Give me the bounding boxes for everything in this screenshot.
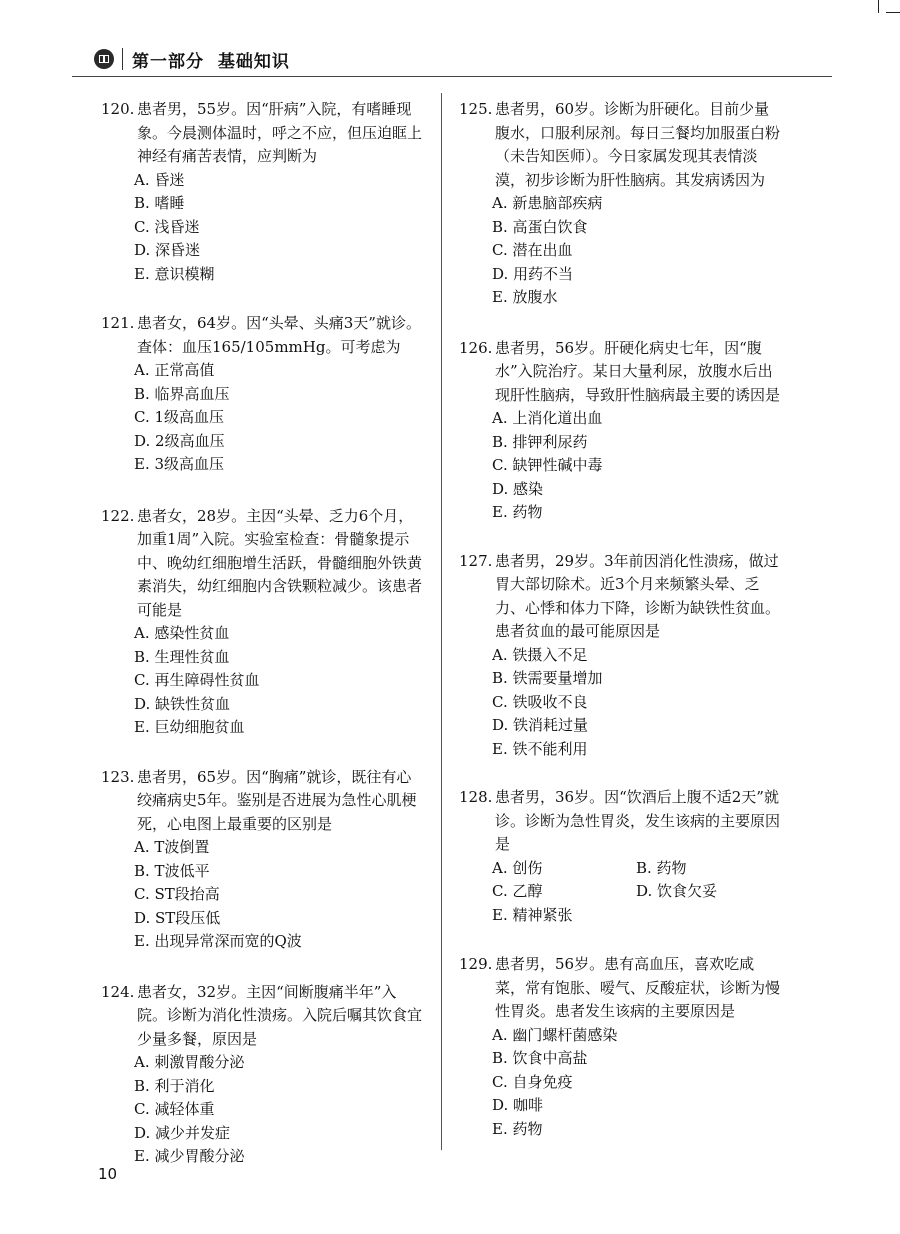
answer-option: D. 饮食欠妥 bbox=[636, 882, 718, 900]
section-title: 第一部分 基础知识 bbox=[132, 52, 290, 72]
answer-option: B. T波低平 bbox=[134, 861, 210, 880]
answer-option: D. 缺铁性贫血 bbox=[134, 694, 231, 713]
answer-option: C. 铁吸收不良 bbox=[492, 692, 588, 711]
question-text: 患者男，65岁。因“胸痛”就诊，既往有心绞痛病史5年。鉴别是否进展为急性心肌梗死，心电图上最重要的区别是 bbox=[137, 767, 417, 833]
answer-option: D. 铁消耗过量 bbox=[492, 716, 589, 734]
question-number: 124. bbox=[101, 982, 135, 1001]
question-text: 患者女，32岁。主因“间断腹痛半年”入院。诊断为消化性溃疡。入院后嘱其饮食宜少量多餐，原因是 bbox=[137, 982, 423, 1048]
question-text: 患者男，29岁。3年前因消化性溃疡，做过胃大部切除术。近3个月来频繁头晕、乏力、心悸和体力下降，诊断为缺铁性贫血。患者贫血的最可能原因是 bbox=[495, 551, 781, 640]
answer-option: B. 利于消化 bbox=[134, 1076, 215, 1095]
answer-option: E. 药物 bbox=[492, 1119, 543, 1138]
option-list bbox=[134, 622, 423, 740]
question-stem bbox=[101, 505, 423, 623]
question-block bbox=[459, 98, 781, 310]
page-number: 10 bbox=[98, 1165, 118, 1183]
answer-option: A. 感染性贫血 bbox=[134, 624, 230, 642]
question-number: 121. bbox=[101, 314, 135, 332]
answer-option: E. 铁不能利用 bbox=[492, 739, 588, 758]
question-text: 患者男，60岁。诊断为肝硬化。目前少量腹水，口服利尿剂。每日三餐均加服蛋白粉（未告知医师）。今日家属发现其表情淡漠，初步诊断为肝性脑病。其发病诱因为 bbox=[495, 100, 781, 189]
answer-option: C. ST段抬高 bbox=[134, 885, 220, 903]
answer-option: A. T波倒置 bbox=[134, 838, 210, 856]
answer-option: D. 深昏迷 bbox=[134, 241, 201, 259]
answer-option: A. 新患脑部疾病 bbox=[492, 194, 603, 212]
answer-option: D. 感染 bbox=[492, 479, 544, 498]
question-block bbox=[459, 337, 781, 525]
question-text: 患者男，36岁。因“饮酒后上腹不适2天”就诊。诊断为急性胃炎，发生该病的主要原因是 bbox=[495, 788, 781, 853]
option-list bbox=[492, 857, 781, 928]
question-text: 患者女，28岁。主因“头晕、乏力6个月，加重1周”入院。实验室检查：骨髓象提示中、晚幼红细胞增生活跃，骨髓细胞外铁黄素消失，幼红细胞内含铁颗粒减少。该患者可能是 bbox=[137, 506, 423, 619]
header-rule bbox=[72, 76, 832, 77]
option-list bbox=[134, 1051, 423, 1169]
question-number: 123. bbox=[101, 767, 135, 786]
answer-option: D. 减少并发症 bbox=[134, 1123, 231, 1142]
question-number: 120. bbox=[101, 100, 135, 118]
answer-option: A. 刺激胃酸分泌 bbox=[134, 1053, 245, 1071]
book-logo-icon bbox=[94, 49, 114, 69]
question-number: 122. bbox=[101, 506, 135, 525]
answer-option: D. 2级高血压 bbox=[134, 431, 225, 450]
answer-option: E. 减少胃酸分泌 bbox=[134, 1147, 245, 1165]
answer-option: D. ST段压低 bbox=[134, 908, 221, 927]
answer-option: E. 药物 bbox=[492, 503, 543, 521]
question-stem bbox=[459, 550, 781, 644]
answer-option: B. 临界高血压 bbox=[134, 384, 230, 403]
question-text: 患者男，56岁。肝硬化病史七年，因“腹水”入院治疗。某日大量利尿，放腹水后出现肝性脑病，导致肝性脑病最主要的诱因是 bbox=[495, 338, 781, 404]
question-stem bbox=[459, 98, 781, 192]
column-divider bbox=[441, 93, 442, 1150]
answer-option: E. 3级高血压 bbox=[134, 455, 225, 473]
running-header bbox=[72, 44, 872, 74]
answer-option: B. 生理性贫血 bbox=[134, 647, 230, 666]
answer-option: C. 潜在出血 bbox=[492, 241, 573, 259]
question-number: 128. bbox=[459, 788, 493, 806]
answer-option: B. 药物 bbox=[636, 858, 687, 877]
answer-option: C. 减轻体重 bbox=[134, 1100, 215, 1118]
question-block bbox=[101, 505, 423, 740]
question-block bbox=[459, 953, 781, 1141]
answer-option: A. 铁摄入不足 bbox=[492, 645, 588, 664]
answer-option: C. 再生障碍性贫血 bbox=[134, 671, 260, 689]
answer-option: A. 正常高值 bbox=[134, 361, 215, 379]
question-block bbox=[101, 981, 423, 1169]
question-stem bbox=[459, 953, 781, 1024]
option-list bbox=[492, 644, 781, 762]
question-stem bbox=[101, 766, 423, 837]
answer-option: C. 自身免疫 bbox=[492, 1072, 573, 1091]
answer-option: E. 出现异常深而宽的Q波 bbox=[134, 932, 302, 950]
question-block bbox=[101, 98, 423, 286]
answer-option: B. 嗜睡 bbox=[134, 194, 185, 212]
answer-option: C. 1级高血压 bbox=[134, 408, 225, 426]
question-stem bbox=[459, 786, 781, 857]
left-column bbox=[101, 98, 423, 1169]
option-list bbox=[492, 407, 781, 525]
answer-option: B. 饮食中高盐 bbox=[492, 1049, 588, 1067]
answer-option: A. 创伤 bbox=[492, 858, 543, 877]
option-list bbox=[492, 192, 781, 310]
answer-option: E. 放腹水 bbox=[492, 288, 558, 306]
question-text: 患者男，55岁。因“肝病”入院，有嗜睡现象。今晨测体温时，呼之不应，但压迫眶上神经有痛苦表情，应判断为 bbox=[137, 100, 423, 165]
question-block bbox=[101, 766, 423, 954]
header-separator bbox=[122, 48, 123, 70]
question-stem bbox=[101, 312, 423, 359]
answer-option: D. 用药不当 bbox=[492, 264, 574, 283]
option-list bbox=[134, 359, 423, 477]
answer-option: B. 排钾利尿药 bbox=[492, 432, 588, 451]
question-stem bbox=[101, 981, 423, 1052]
crop-mark-top-right-h bbox=[886, 12, 900, 13]
question-block bbox=[459, 786, 781, 927]
answer-option: D. 咖啡 bbox=[492, 1096, 544, 1114]
question-text: 患者男，56岁。患有高血压，喜欢吃咸菜，常有饱胀、嗳气、反酸症状，诊断为慢性胃炎。患者发生该病的主要原因是 bbox=[495, 955, 781, 1020]
right-column bbox=[459, 98, 781, 1141]
question-block bbox=[459, 550, 781, 762]
answer-option: B. 高蛋白饮食 bbox=[492, 217, 588, 236]
question-number: 125. bbox=[459, 100, 493, 118]
answer-option: E. 意识模糊 bbox=[134, 264, 215, 283]
option-list bbox=[134, 169, 423, 287]
answer-option: C. 浅昏迷 bbox=[134, 217, 200, 236]
question-number: 129. bbox=[459, 955, 493, 973]
answer-option: E. 精神紧张 bbox=[492, 905, 573, 924]
option-list bbox=[134, 836, 423, 954]
answer-option: C. 缺钾性碱中毒 bbox=[492, 456, 603, 474]
answer-option: B. 铁需要量增加 bbox=[492, 669, 603, 687]
question-number: 127. bbox=[459, 551, 493, 570]
question-text: 患者女，64岁。因“头晕、头痛3天”就诊。查体：血压165/105mmHg。可考虑为 bbox=[137, 314, 421, 356]
question-block bbox=[101, 312, 423, 477]
option-list bbox=[492, 1024, 781, 1142]
crop-mark-top-right bbox=[878, 0, 879, 13]
question-stem bbox=[101, 98, 423, 169]
answer-option: C. 乙醇 bbox=[492, 882, 543, 900]
answer-option: A. 昏迷 bbox=[134, 170, 185, 189]
answer-option: E. 巨幼细胞贫血 bbox=[134, 718, 245, 736]
question-number: 126. bbox=[459, 338, 493, 357]
answer-option: A. 幽门螺杆菌感染 bbox=[492, 1025, 618, 1044]
answer-option: A. 上消化道出血 bbox=[492, 409, 603, 427]
question-stem bbox=[459, 337, 781, 408]
